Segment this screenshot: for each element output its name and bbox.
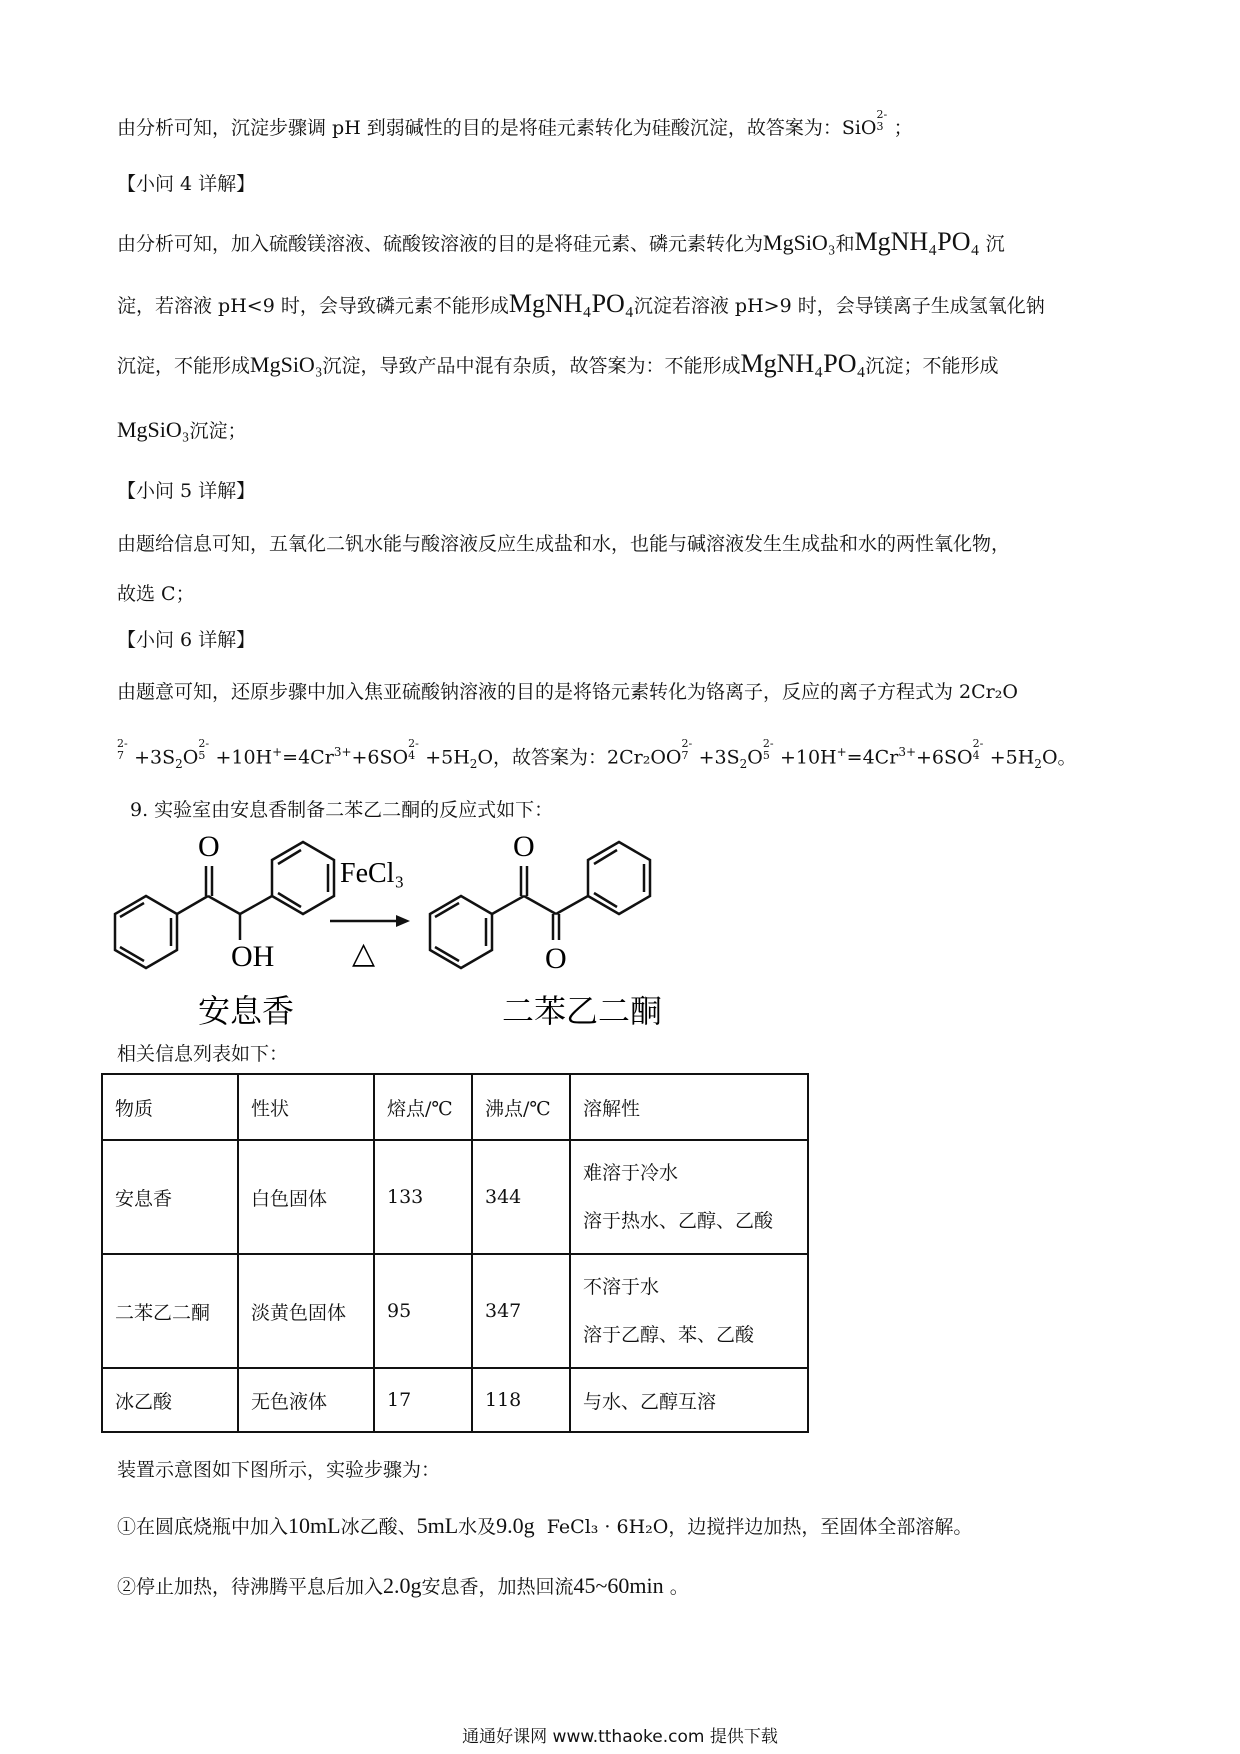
text: 和 (835, 233, 855, 255)
charge: 2- 7 (681, 737, 693, 763)
table-cell: 白色固体 (238, 1140, 374, 1254)
text: ，边搅拌边加热，至固体全部溶解。 (668, 1516, 973, 1538)
table-cell: 安息香 (102, 1140, 238, 1254)
table-cell: 淡黄色固体 (238, 1254, 374, 1368)
footer-watermark: 通通好课网 www.tthaoke.com 提供下载 (462, 1727, 778, 1747)
properties-table (101, 1073, 809, 1433)
q4-line-3 (117, 350, 999, 380)
benzene-ring-benzil-left (430, 896, 492, 968)
setup-intro: 装置示意图如下图所示，实验步骤为： (117, 1459, 441, 1481)
volume-value: 5mL (416, 1513, 459, 1538)
q4-line-2 (117, 290, 1045, 320)
q6-line-2: 2- 7 $+3S_2O$ 2- 5 $+10H^+=4Cr^{3+}+6SO$ 2- 4 $+5H_2O$，故答案为：2Cr₂OO 2- 7 $+3S_2O$ 2- 5 $+10H^+=4Cr^{3+}+6SO$ 2- 4 $+5H_2O$。 (117, 737, 1077, 772)
text: ②停止加热，待沸腾平息后加入 (117, 1576, 384, 1598)
solubility-line: 难溶于冷水 (583, 1162, 679, 1184)
text: 沉淀； (189, 420, 247, 442)
answer-line-silicate (117, 107, 913, 142)
hydroxyl-label: OH (231, 940, 275, 973)
q4-line-1 (117, 228, 1005, 258)
text: ； (893, 117, 913, 139)
volume-value: 10mL (288, 1513, 341, 1538)
formula-mgsio3: MgSiO₃ (250, 352, 323, 377)
table-header-row (102, 1074, 808, 1140)
table-cell: 冰乙酸 (102, 1368, 238, 1432)
table-row (102, 1368, 808, 1432)
dichromate-tail: 2- 7 (117, 737, 128, 763)
text: 。 (669, 1576, 689, 1598)
table-cell: 133 (374, 1140, 472, 1254)
mass-value: 2.0g (383, 1573, 422, 1598)
table-cell: 347 (472, 1254, 570, 1368)
diketone-chain (492, 866, 588, 940)
benzene-ring-left (115, 896, 177, 968)
charge: 2- 5 (198, 737, 210, 763)
formula-mgsio3: MgSiO₃ (763, 230, 836, 255)
benzene-ring-benzil-right (588, 842, 650, 914)
q6-line-1: 由题意可知，还原步骤中加入焦亚硫酸钠溶液的目的是将铬元素转化为铬离子，反应的离子方程式为 2Cr₂O (117, 681, 1018, 703)
benzene-ring-top (272, 842, 334, 914)
time-value: 45~60min (573, 1573, 664, 1598)
table-cell: 95 (374, 1254, 472, 1368)
formula-mgnh4po4: MgNH₄PO₄ (508, 289, 634, 318)
reactant-name: 安息香 (198, 992, 295, 1030)
table-cell (570, 1140, 808, 1254)
charge: 2- 4 (408, 737, 419, 763)
section-heading-q4: 【小问 4 详解】 (117, 173, 256, 195)
solubility-line: 溶于热水、乙醇、乙酸 (583, 1210, 774, 1232)
carbonyl-o-label: O (198, 830, 220, 863)
text: ，故答案为：2Cr₂O (493, 746, 666, 769)
step-1 (117, 1512, 972, 1541)
text: 由分析可知，加入硫酸镁溶液、硫酸铵溶液的目的是将硅元素、磷元素转化为 (117, 233, 764, 255)
table-cell: 与水、乙醇互溶 (570, 1368, 808, 1432)
carbonyl-o-label: O (513, 830, 535, 863)
q4-line-4 (117, 416, 246, 445)
header-cell: 物质 (102, 1074, 238, 1140)
charge: 2- 5 (762, 737, 774, 763)
text: 沉淀若溶液 pH>9 时，会导镁离子生成氢氧化钠 (633, 295, 1045, 317)
text: 沉 (985, 233, 1005, 255)
silicate-ion: SiO 2- 3 (841, 107, 888, 139)
solubility-line: 溶于乙醇、苯、乙酸 (583, 1324, 755, 1346)
table-cell: 无色液体 (238, 1368, 374, 1432)
header-cell: 沸点/℃ (472, 1074, 570, 1140)
text: 水及 (458, 1516, 497, 1538)
benzoin-chain (177, 866, 272, 940)
table-cell: 118 (472, 1368, 570, 1432)
solubility-line: 不溶于水 (583, 1276, 660, 1298)
charge: 2- 4 (972, 737, 984, 763)
text: 冰乙酸、 (340, 1516, 417, 1538)
reaction-arrow (330, 915, 410, 927)
header-cell: 性状 (238, 1074, 374, 1140)
heat-symbol: △ (352, 937, 376, 970)
table-cell (570, 1254, 808, 1368)
text: 沉淀；不能形成 (865, 355, 999, 377)
table-cell: 二苯乙二酮 (102, 1254, 238, 1368)
reaction-scheme (100, 808, 740, 1033)
table-row (102, 1140, 808, 1254)
text: 安息香，加热回流 (421, 1576, 574, 1598)
section-heading-q6: 【小问 6 详解】 (117, 629, 256, 651)
text: 由分析可知，沉淀步骤调 pH 到弱碱性的目的是将硅元素转化为硅酸沉淀，故答案为： (117, 117, 842, 139)
table-cell: 17 (374, 1368, 472, 1432)
text: 沉淀，导致产品中混有杂质，故答案为：不能形成 (322, 355, 741, 377)
formula-mgnh4po4: MgNH₄PO₄ (740, 349, 866, 378)
text: ①在圆底烧瓶中加入 (117, 1516, 289, 1538)
q5-line-1: 由题给信息可知，五氧化二钒水能与酸溶液反应生成盐和水，也能与碱溶液发生生成盐和水的两性氧化物， (117, 533, 1011, 555)
mass-value: 9.0g (496, 1513, 535, 1538)
table-row (102, 1254, 808, 1368)
q5-line-2: 故选 C； (117, 583, 195, 605)
header-cell: 溶解性 (570, 1074, 808, 1140)
formula-mgnh4po4: MgNH₄PO₄ (854, 227, 980, 256)
carbonyl-o-label: O (545, 942, 567, 975)
reagent-label: FeCl₃ (340, 858, 405, 889)
table-intro: 相关信息列表如下： (117, 1043, 289, 1065)
question-9: 9. 实验室由安息香制备二苯乙二酮的反应式如下： (130, 799, 554, 821)
header-cell: 熔点/℃ (374, 1074, 472, 1140)
formula-fecl3: FeCl₃ · 6H₂O (546, 1516, 669, 1538)
section-heading-q5: 【小问 5 详解】 (117, 480, 256, 502)
text: 沉淀，不能形成 (117, 355, 251, 377)
text: 淀，若溶液 pH<9 时，会导致磷元素不能形成 (117, 295, 509, 317)
step-2 (117, 1572, 689, 1601)
table-cell: 344 (472, 1140, 570, 1254)
formula-mgsio3: MgSiO₃ (117, 417, 190, 442)
product-name: 二苯乙二酮 (502, 992, 663, 1030)
